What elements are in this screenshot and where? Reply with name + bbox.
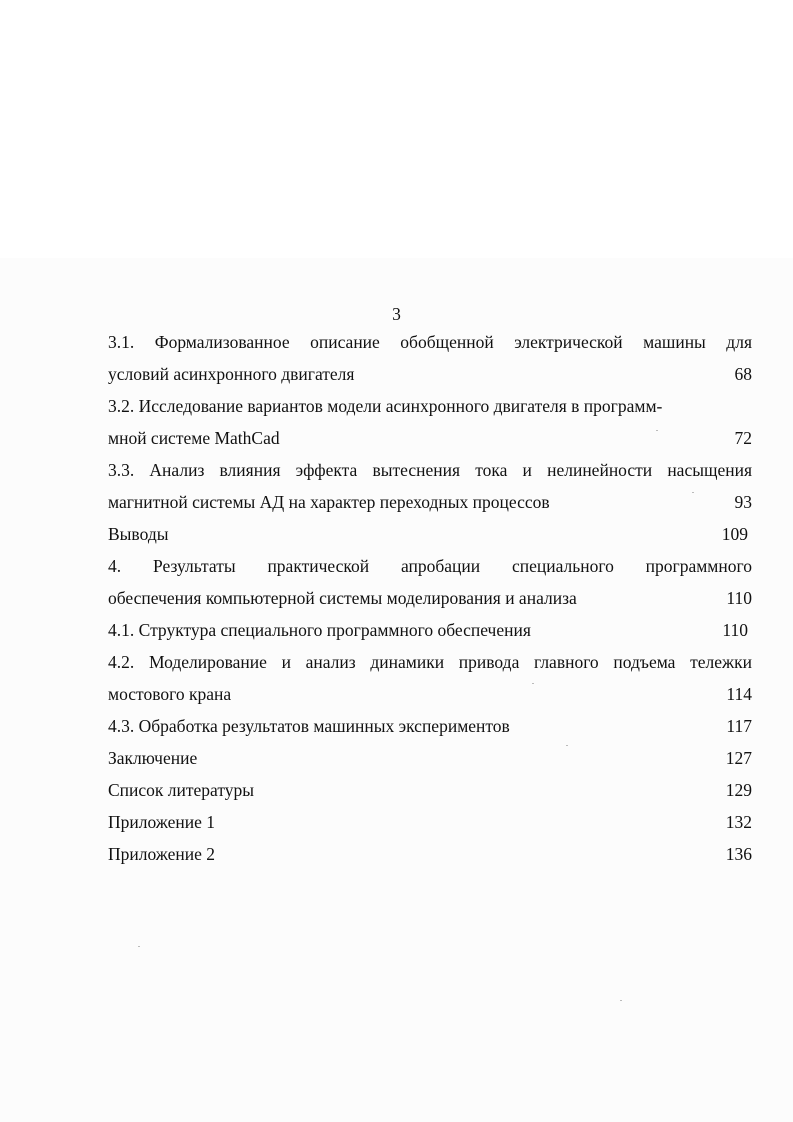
toc-entry-appendix-2 <box>108 838 752 870</box>
toc-entry-3-2-line2 <box>108 422 752 454</box>
toc-entry-4-3 <box>108 710 752 742</box>
toc-entry-3-2-title-end: мной системе MathCad <box>108 428 280 448</box>
toc-entry-summary-page: 127 <box>725 748 752 768</box>
toc-entry-4-2-line2 <box>108 678 752 710</box>
scan-speck <box>692 492 694 493</box>
toc-entry-4-2-title-end: мостового крана <box>108 684 232 704</box>
toc-entry-4-3-page: 117 <box>726 716 752 736</box>
toc-entry-3-2-line1: 3.2. Исследование вариантов модели асинхронного двигателя в программ- <box>108 396 663 416</box>
toc-entry-references-page: 129 <box>725 780 752 800</box>
toc-entry-4-2-line1: 4.2. Моделирование и анализ динамики привода главного подъема тележки <box>108 652 752 672</box>
toc-entry-summary-title: Заключение <box>108 748 198 768</box>
toc-entry-3-1-title-end: условий асинхронного двигателя <box>108 364 355 384</box>
toc-entry-4-1-title: 4.1. Структура специального программного обеспечения <box>108 620 531 640</box>
toc-entry-conclusions <box>108 518 752 550</box>
toc-entry-3-3-line2 <box>108 486 752 518</box>
table-of-contents <box>108 326 752 870</box>
toc-entry-3-3-line1: 3.3. Анализ влияния эффекта вытеснения тока и нелинейности насыщения <box>108 460 752 480</box>
toc-entry-4-line2 <box>108 582 752 614</box>
scan-speck <box>138 946 140 947</box>
toc-entry-4-title-end: обеспечения компьютерной системы моделирования и анализа <box>108 588 577 608</box>
toc-entry-appendix-2-page: 136 <box>725 844 752 864</box>
toc-entry-appendix-1 <box>108 806 752 838</box>
toc-entry-4-2-page: 114 <box>726 684 752 704</box>
toc-entry-4-1-page: 110 <box>722 620 748 640</box>
toc-entry-appendix-1-title: Приложение 1 <box>108 812 216 832</box>
scan-speck <box>656 430 658 431</box>
toc-entry-3-1-line1: 3.1. Формализованное описание обобщенной электрической машины для <box>108 332 752 352</box>
scan-speck <box>620 1000 622 1001</box>
toc-entry-references-title: Список литературы <box>108 780 255 800</box>
scan-speck <box>532 683 534 684</box>
scan-speck <box>566 745 568 746</box>
toc-entry-summary <box>108 742 752 774</box>
toc-entry-conclusions-title: Выводы <box>108 524 169 544</box>
toc-entry-3-2-page: 72 <box>734 428 752 448</box>
toc-entry-3-1-page: 68 <box>734 364 752 384</box>
toc-entry-conclusions-page: 109 <box>721 524 748 544</box>
toc-entry-3-3-page: 93 <box>734 492 752 512</box>
toc-entry-4-1 <box>108 614 752 646</box>
toc-entry-4-3-title: 4.3. Обработка результатов машинных экспериментов <box>108 716 510 736</box>
toc-entry-appendix-1-page: 132 <box>725 812 752 832</box>
toc-entry-4-page: 110 <box>726 588 752 608</box>
toc-entry-4-line1: 4. Результаты практической апробации специального программного <box>108 556 752 576</box>
toc-entry-appendix-2-title: Приложение 2 <box>108 844 216 864</box>
toc-entry-3-1-line2 <box>108 358 752 390</box>
toc-entry-3-3-title-end: магнитной системы АД на характер переходных процессов <box>108 492 550 512</box>
page-number: 3 <box>392 304 401 324</box>
toc-entry-references <box>108 774 752 806</box>
